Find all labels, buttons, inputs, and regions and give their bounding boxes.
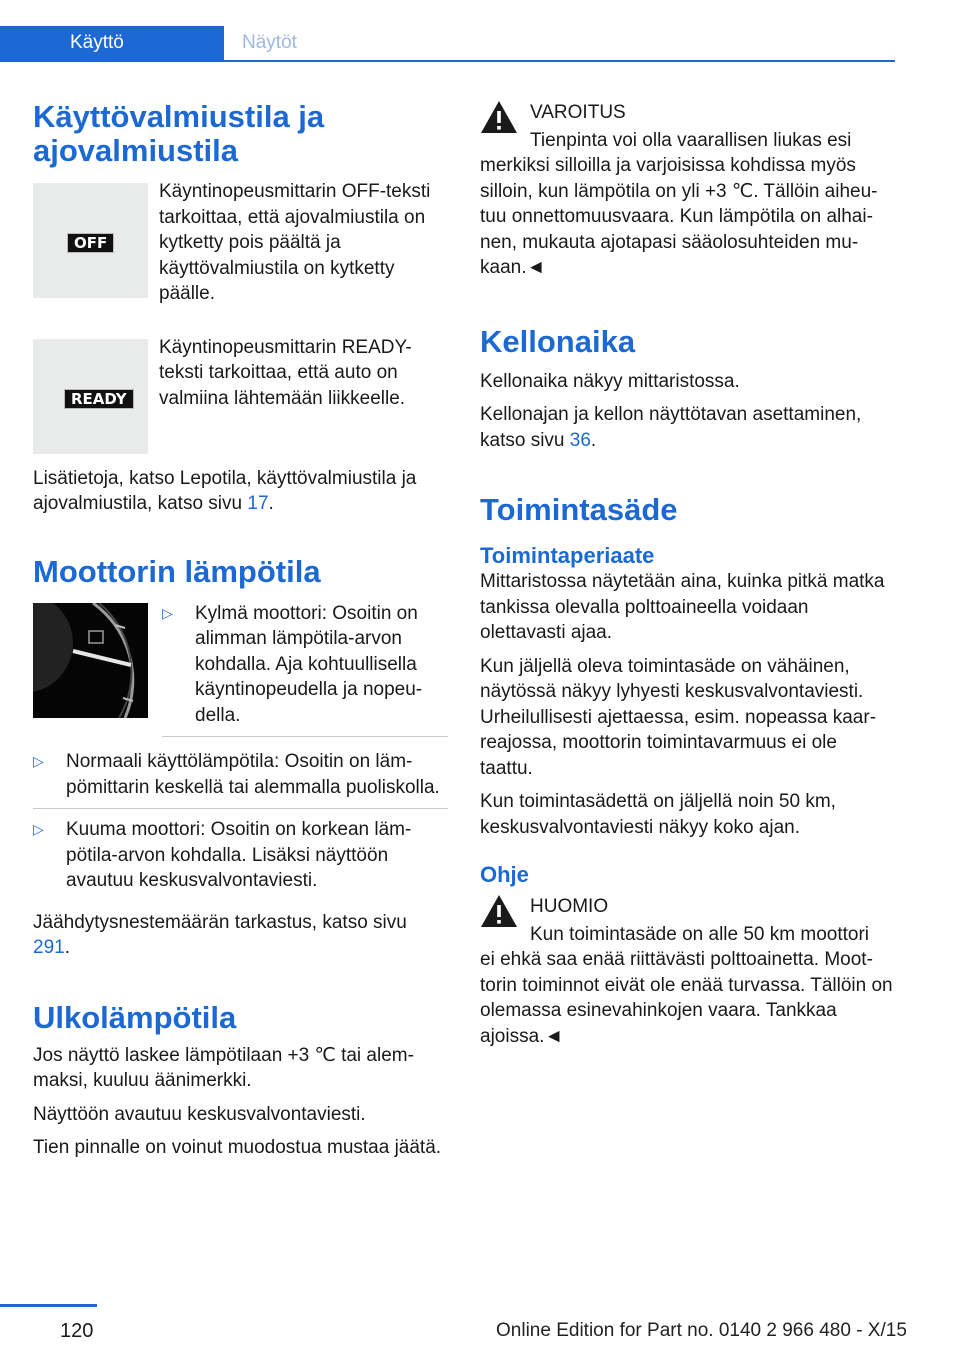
principle-p3: Kun toimintasädettä on jäljellä noin 50 km, keskusvalvontaviesti näkyy koko ajan. [480,791,836,838]
page-link-17[interactable]: 17 [247,493,269,514]
triangle-right-icon: ▷ [162,604,173,621]
footer-edition: Online Edition for Part no. 0140 2 966 480 - X/15 [496,1320,907,1341]
warning2-title: HUOMIO [530,896,609,917]
section-title-engine-temp: Moottorin lämpötila [33,553,321,589]
right-column [480,100,895,1049]
tab-kaytto[interactable]: Käyttö [0,26,224,62]
cold-list [162,601,448,746]
list-item-hot [33,817,448,902]
section-title-outside-temp: Ulkolämpötila [33,999,237,1035]
outside-p3: Tien pinnalle on voinut muodostua mustaa jäätä. [33,1137,442,1158]
ready-description: Käyntinopeusmittarin READY-teksti tarkoittaa, että auto on valmiina lähtemään liikkeelle. [159,336,412,409]
clock-p2-end: . [590,429,597,451]
principle-p1: Mittaristossa näytetään aina, kuinka pitkä matka tankissa olevalla polttoaineella voidaan olettavasti ajaa. [480,571,885,643]
warning1-line1: Tienpinta voi olla vaarallisen liukas esi [530,129,852,151]
left-column [33,100,448,1161]
hot-text: Kuuma moottori: Osoitin on korkean lämpötila-arvon kohdalla. Lisäksi näyttöön avautuu keskusvalvontaviesti. [66,819,412,891]
subsection-title-principle: Toimintaperiaate [480,543,655,568]
temperature-gauge-image [33,603,148,718]
off-row [33,183,448,307]
triangle-right-icon: ▷ [33,753,44,769]
clock-p2-text: Kellonajan ja kellon näyttötavan asettaminen, katso sivu [480,404,862,451]
section-title-range: Toimintasäde [480,492,678,527]
off-badge: OFF [67,233,114,253]
outside-p1: Jos näyttö laskee lämpötilaan +3 ℃ tai alemmaksi, kuuluu äänimerkki. [33,1044,414,1091]
page-link-291[interactable]: 291 [33,937,65,958]
off-description: Käyntinopeusmittarin OFF-teksti tarkoittaa, että ajovalmiustila on kytketty pois päältä ja käyttövalmiustila on kytketty päälle. [159,181,431,304]
warning1-text: merkiksi silloilla ja varjoisissa kohdissa myös silloin, kun lämpötila on yli +3 ℃. Tällöin aiheutuu onnettomuusvaara. Kun lämpötila on alhainen, mukauta ajotapasi sääolosuhteiden mukaan.◄ [480,155,878,278]
warning-triangle-icon [480,894,518,928]
ready-row [33,336,448,454]
list-item-cold [162,601,448,738]
section-title-clock: Kellonaika [480,323,636,359]
standby-info-end: . [268,493,274,514]
page-number: 120 [60,1320,94,1342]
warning-box-ice [480,100,895,281]
page-link-36[interactable]: 36 [569,429,591,451]
subsection-title-guide: Ohje [480,862,529,887]
standby-info-text: Lisätietoja, katso Lepotila, käyttövalmiustila ja ajovalmiustila, katso sivu [33,467,417,514]
outside-p2: Näyttöön avautuu keskusvalvontaviesti. [33,1103,366,1125]
tab-naytot[interactable]: Näytöt [242,32,297,53]
warning-triangle-icon [480,100,518,134]
off-display-image [33,183,148,298]
list-item-normal [33,749,448,809]
warning2-text: ei ehkä saa enää riittävästi polttoainetta. Moottorin toiminnot eivät ole enää turvassa. Tällöin on olemassa esinevahinkojen vaara. Tankkaa ajoissa.◄ [480,949,893,1047]
cold-row [33,603,448,746]
footer-accent-line [0,1304,97,1307]
clock-p1: Kellonaika näkyy mittaristossa. [480,370,740,392]
coolant-end: . [64,937,70,958]
warning-box-range [480,894,895,1049]
ready-badge: READY [64,389,134,409]
clock-p2 [480,402,895,453]
coolant-info [33,910,448,961]
temp-list [33,749,448,902]
principle-p2: Kun jäljellä oleva toimintasäde on vähäinen, näytössä näkyy lyhyesti keskusvalvontaviesti. Urheilullisesti ajettaessa, esim. nopeassa kaarreajossa, moottorin toimintavarmuus ei ole taattu. [480,655,877,779]
triangle-right-icon: ▷ [33,821,44,837]
standby-info [33,466,448,517]
warning2-line1: Kun toimintasäde on alle 50 km moottori [530,923,870,945]
coolant-text: Jäähdytysnestemäärän tarkastus, katso sivu [33,911,407,933]
cold-text: Kylmä moottori: Osoitin on alimman lämpötila-arvon kohdalla. Aja kohtuullisella käyntinopeudella ja nopeudella. [195,602,423,726]
ready-display-image [33,339,148,454]
normal-text: Normaali käyttölämpötila: Osoitin on lämpömittarin keskellä tai alemmalla puoliskolla. [66,751,440,798]
warning1-title: VAROITUS [530,102,626,123]
section-title-standby: Käyttövalmiustila ja ajovalmiustila [33,99,325,168]
